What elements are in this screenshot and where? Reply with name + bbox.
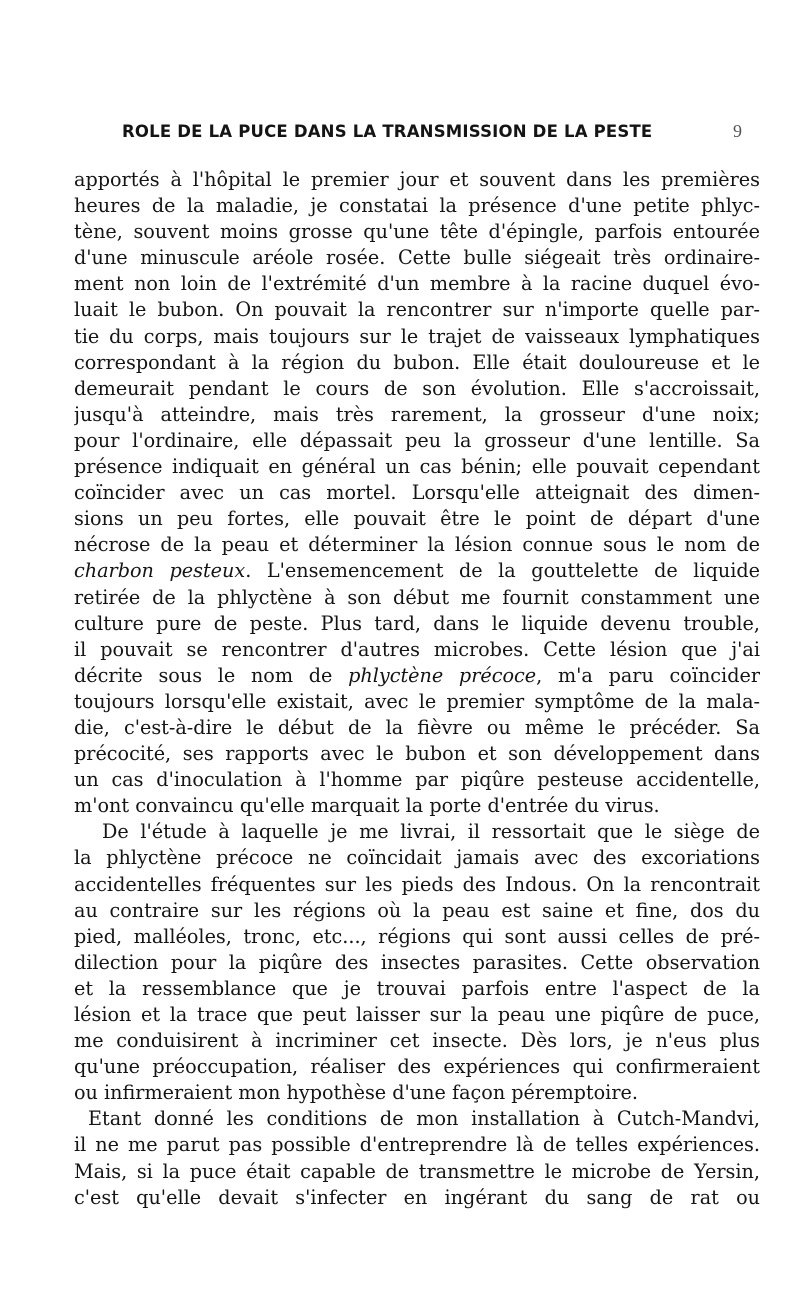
text-line: dilection pour la piqûre des insectes parasites. Cette observation: [74, 950, 760, 974]
text-line: Mais, si la puce était capable de transmettre le microbe de Yersin,: [74, 1159, 760, 1183]
text-line: tie du corps, mais toujours sur le trajet de vaisseaux lymphatiques: [74, 324, 760, 348]
text-line: ment non loin de l'extrémité d'un membre à la racine duquel évo-: [74, 272, 760, 296]
text-line: correspondant à la région du bubon. Elle était douloureuse et le: [74, 350, 760, 374]
text-line: pied, malléoles, tronc, etc..., régions qui sont aussi celles de pré-: [74, 924, 760, 948]
text-line: au contraire sur les régions où la peau est saine et fine, dos du: [74, 898, 760, 922]
text-line: la phlyctène précoce ne coïncidait jamais avec des excoriations: [74, 846, 760, 870]
paragraph-first-line: Etant donné les conditions de mon installation à Cutch-Mandvi,: [88, 1107, 760, 1131]
text-line: jusqu'à atteindre, mais très rarement, la grosseur d'une noix;: [74, 402, 760, 426]
text-line: culture pure de peste. Plus tard, dans le liquide devenu trouble,: [74, 611, 760, 635]
text-line: c'est qu'elle devait s'infecter en ingérant du sang de rat ou: [74, 1185, 760, 1209]
text-line: sions un peu fortes, elle pouvait être le point de départ d'une: [74, 507, 760, 531]
text-line: lésion et la trace que peut laisser sur la peau une piqûre de puce,: [74, 1003, 760, 1026]
text-fragment: décrite sous le nom de: [74, 663, 349, 687]
text-fragment: . L'ensemencement de la gouttelette de liquide: [245, 559, 760, 583]
italic-term: phlyctène précoce: [348, 663, 537, 687]
text-line: accidentelles fréquentes sur les pieds des Indous. On la rencontrait: [74, 872, 760, 896]
text-line: pour l'ordinaire, elle dépassait peu la grosseur d'une lentille. Sa: [74, 428, 760, 452]
text-line: d'une minuscule aréole rosée. Cette bulle siégeait très ordinaire-: [74, 246, 760, 270]
running-title: ROLE DE LA PUCE DANS LA TRANSMISSION DE LA PESTE: [122, 122, 653, 141]
text-line: heures de la maladie, je constatai la présence d'une petite phlyc-: [74, 194, 760, 218]
text-line: il ne me parut pas possible d'entreprendre là de telles expériences.: [74, 1133, 760, 1157]
text-line: coïncider avec un cas mortel. Lorsqu'elle atteignait des dimen-: [74, 481, 760, 505]
text-line: ou infirmeraient mon hypothèse d'une façon péremptoire.: [74, 1081, 638, 1105]
text-line: tène, souvent moins grosse qu'une tête d'épingle, parfois entourée: [74, 220, 760, 244]
italic-term: charbon pesteux: [74, 559, 246, 583]
text-line: retirée de la phlyctène à son début me fournit constamment une: [74, 585, 760, 609]
text-line: luait le bubon. On pouvait la rencontrer sur n'importe quelle par-: [74, 298, 760, 322]
text-line: demeurait pendant le cours de son évolution. Elle s'accroissait,: [74, 376, 760, 400]
text-line: apportés à l'hôpital le premier jour et souvent dans les premières: [74, 168, 760, 191]
text-line: nécrose de la peau et déterminer la lésion connue sous le nom de: [74, 533, 760, 557]
text-line: me conduisirent à incriminer cet insecte. Dès lors, je n'eus plus: [74, 1029, 760, 1053]
text-line: il pouvait se rencontrer d'autres microbes. Cette lésion que j'ai: [74, 637, 760, 661]
text-line: un cas d'inoculation à l'homme par piqûre pesteuse accidentelle,: [74, 768, 760, 792]
text-line: présence indiquait en général un cas bénin; elle pouvait cependant: [74, 455, 760, 479]
text-line: m'ont convaincu qu'elle marquait la porte d'entrée du virus.: [74, 794, 660, 818]
text-line: [74, 558, 760, 584]
text-line: die, c'est-à-dire le début de la fièvre ou même le précéder. Sa: [74, 715, 760, 739]
text-line: [74, 663, 760, 689]
text-line: précocité, ses rapports avec le bubon et son développement dans: [74, 742, 760, 766]
text-line: toujours lorsqu'elle existait, avec le premier symptôme de la mala-: [74, 689, 760, 713]
text-line: qu'une préoccupation, réaliser des expériences qui confirmeraient: [74, 1055, 760, 1079]
text-line: et la ressemblance que je trouvai parfois entre l'aspect de la: [74, 976, 760, 1000]
text-fragment: , m'a paru coïncider: [536, 663, 760, 687]
paragraph-first-line: De l'étude à laquelle je me livrai, il ressortait que le siège de: [102, 820, 760, 844]
body-text: [74, 167, 760, 1211]
page-number: 9: [733, 121, 742, 141]
